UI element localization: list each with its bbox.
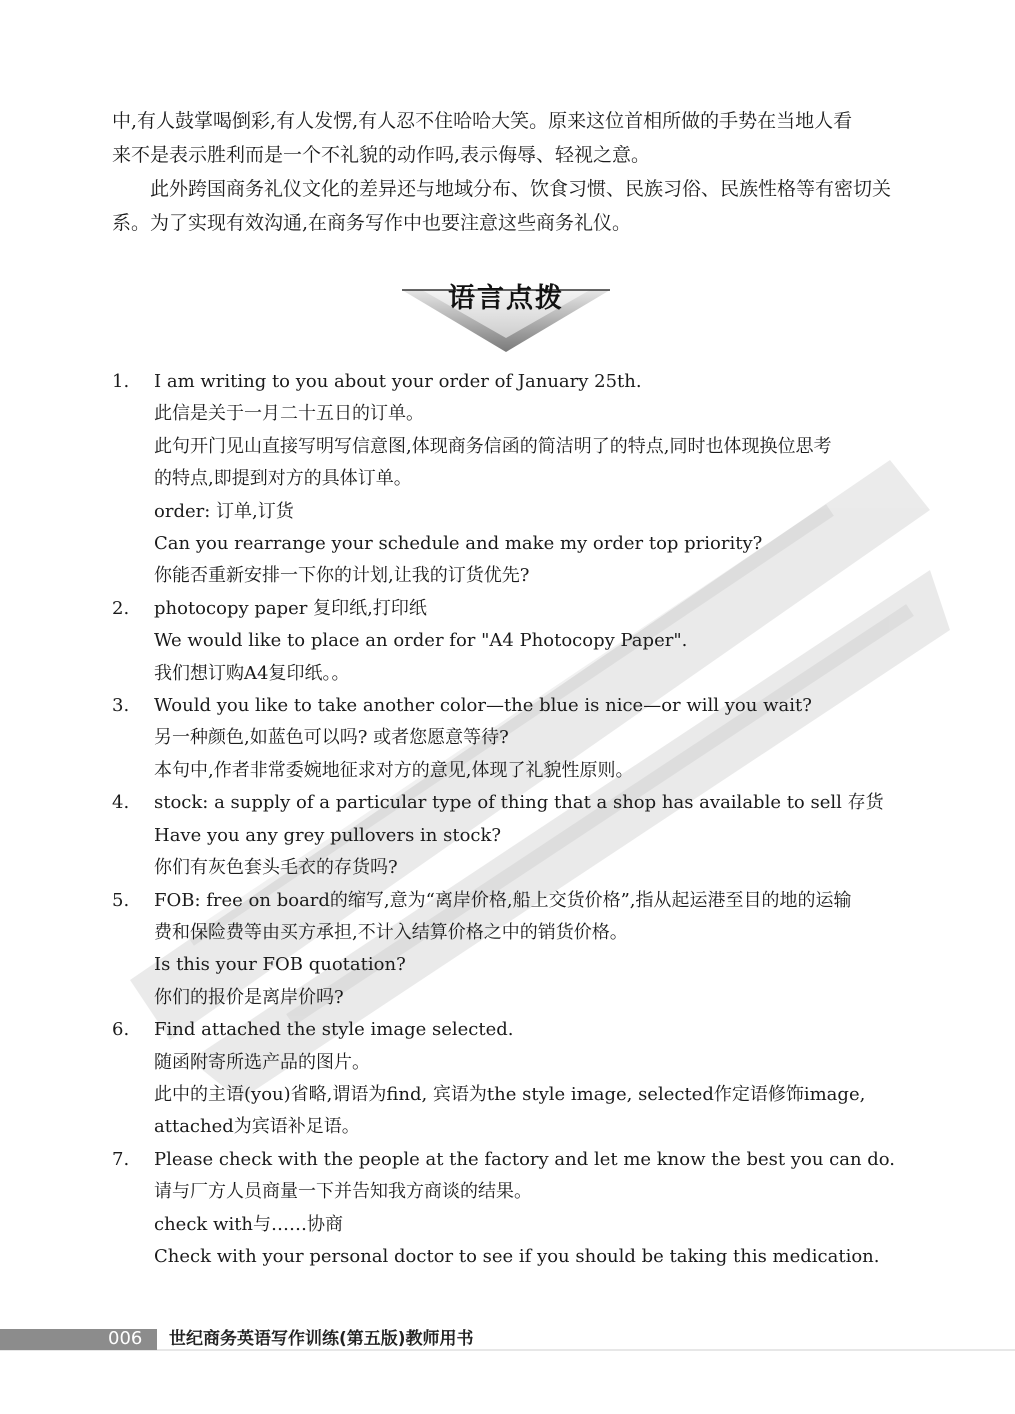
item-line: 本句中,作者非常委婉地征求对方的意见,体现了礼貌性原则。	[154, 759, 634, 781]
item-line: 随函附寄所选产品的图片。	[154, 1051, 370, 1073]
intro-line: 来不是表示胜利而是一个不礼貌的动作吗,表示侮辱、轻视之意。	[112, 144, 651, 166]
item-line: 我们想订购A4复印纸。。	[154, 662, 350, 684]
item-line: 你们有灰色套头毛衣的存货吗?	[154, 857, 398, 879]
intro-paragraph-1	[112, 104, 912, 172]
item-line: 的特点,即提到对方的具体订单。	[154, 468, 412, 490]
item-line: Find attached the style image selected.	[154, 1019, 514, 1041]
book-title: 世纪商务英语写作训练(第五版)教师用书	[169, 1329, 474, 1349]
item-line: 请与厂方人员商量一下并告知我方商谈的结果。	[154, 1181, 532, 1203]
list-item	[112, 885, 912, 1015]
item-number: 3.	[112, 695, 130, 717]
intro-line: 中,有人鼓掌喝倒彩,有人发愣,有人忍不住哈哈大笑。原来这位首相所做的手势在当地人看	[112, 110, 853, 132]
item-line: We would like to place an order for "A4 Photocopy Paper".	[154, 630, 688, 652]
list-item	[112, 1144, 912, 1274]
item-line: 另一种颜色,如蓝色可以吗? 或者您愿意等待?	[154, 727, 509, 749]
item-line: Would you like to take another color—the blue is nice—or will you wait?	[154, 695, 812, 717]
item-line: stock: a supply of a particular type of thing that a shop has available to sell 存货	[154, 792, 884, 814]
intro-paragraph-2	[112, 172, 912, 240]
intro-line: 此外跨国商务礼仪文化的差异还与地域分布、饮食习惯、民族习俗、民族性格等有密切关	[150, 178, 892, 200]
section-title: 语言点拨	[448, 283, 564, 314]
item-number: 2.	[112, 597, 130, 619]
intro-line: 系。为了实现有效沟通,在商务写作中也要注意这些商务礼仪。	[112, 212, 632, 234]
item-number: 4.	[112, 792, 130, 814]
item-number: 7.	[112, 1148, 130, 1170]
section-banner	[400, 268, 612, 354]
item-number: 6.	[112, 1019, 130, 1041]
item-line: 你们的报价是离岸价吗?	[154, 986, 344, 1008]
item-line: Have you any grey pullovers in stock?	[154, 824, 502, 846]
list-item	[112, 690, 912, 787]
list-item	[112, 787, 912, 884]
item-line: Is this your FOB quotation?	[154, 954, 406, 976]
item-line: 此信是关于一月二十五日的订单。	[154, 403, 424, 425]
item-number: 1.	[112, 371, 130, 392]
item-line: 费和保险费等由买方承担,不计入结算价格之中的销货价格。	[154, 921, 628, 943]
item-line: order: 订单,订货	[154, 500, 294, 522]
item-number: 5.	[112, 889, 130, 911]
item-line: photocopy paper 复印纸,打印纸	[154, 597, 427, 619]
item-line: Please check with the people at the factory and let me know the best you can do.	[154, 1148, 896, 1170]
item-line: check with与……协商	[154, 1213, 344, 1235]
language-points-list	[112, 366, 912, 1273]
item-line: Check with your personal doctor to see if you should be taking this medication.	[154, 1245, 880, 1267]
item-line: 此句开门见山直接写明写信意图,体现商务信函的简洁明了的特点,同时也体现换位思考	[154, 435, 832, 457]
item-line: Can you rearrange your schedule and make my order top priority?	[154, 533, 763, 555]
list-item	[112, 1014, 912, 1144]
page-number: 006	[108, 1328, 143, 1349]
intro-text	[112, 104, 912, 240]
item-line: I am writing to you about your order of January 25th.	[154, 371, 642, 392]
item-line: 你能否重新安排一下你的计划,让我的订货优先?	[154, 565, 530, 587]
item-line: 此中的主语(you)省略,谓语为find, 宾语为the style image, selected作定语修饰image,	[154, 1083, 866, 1105]
list-item	[112, 593, 912, 690]
list-item	[112, 366, 912, 593]
item-line: attached为宾语补足语。	[154, 1116, 360, 1138]
item-line: FOB: free on board的缩写,意为“离岸价格,船上交货价格”,指从起运港至目的地的运输	[154, 889, 852, 911]
